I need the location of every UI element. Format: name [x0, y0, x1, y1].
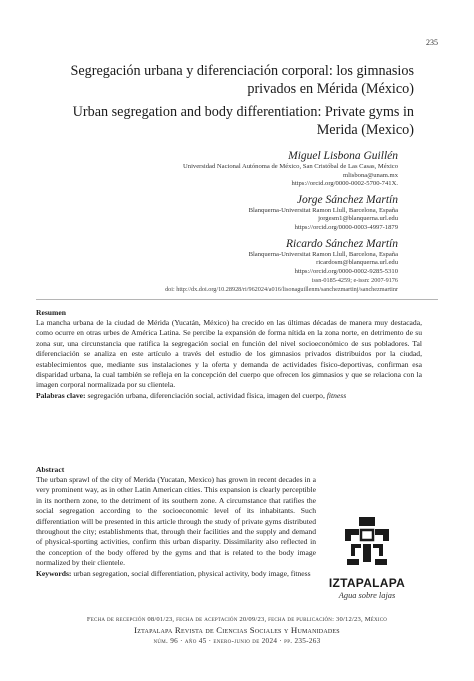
- abstract-section: [36, 465, 316, 579]
- author-block: [98, 194, 398, 233]
- resumen-text: La mancha urbana de la ciudad de Mérida (Yucatán, México) ha crecido en las últimas décadas de manera muy destacada, como ocurre en otras urbes de América Latina. Se percibe la expansión de forma nítida en la zona norte, en detrimento de su zona sur, una circunstancia que ratifica la segregación social en función del nivel socioeconómico de sus pobladores. Tal diferenciación se analiza en este artículo a través del estudio de los gimnasios privados distribuidos por la ciudad, establecimientos que, mediante sus instalaciones y la oferta y demanda de actividades físico-deportivas, confirman esa disparidad urbana, la cual también se refleja en la concepción del cuerpo que ofrecen los gimnasios y que se relaciona con la imagen corporal normalizada por su clientela.: [36, 318, 422, 390]
- author-block: [98, 238, 398, 277]
- abstract-text: The urban sprawl of the city of Merida (Yucatan, Mexico) has grown in recent decades in a very prominent way, as in other Latin American cities. This expansion is clearly perceptible in its northern zone, to the detriment of its southern zone. A circumstance that ratifies the social segregation according to the socioeconomic level of its inhabitants. Such differentiation will be presented in this article through the study of private gyms distributed throughout the city; establishments that, through their facilities and the supply and demand of physical-sporting activities, confirm this urban disparity. Dissimilarity also reflected in the conception of the body offered by the gyms and that is related to the body image normalized by their clientele.: [36, 475, 316, 568]
- iztapalapa-glyph-icon: [337, 515, 397, 569]
- author-orcid[interactable]: https://orcid.org/0000-0002-9285-5310: [294, 267, 398, 275]
- page-number: 235: [426, 38, 438, 47]
- author-orcid[interactable]: https://orcid.org/0000-0003-4997-1879: [294, 223, 398, 231]
- resumen-heading: Resumen: [36, 308, 66, 317]
- doi-link[interactable]: doi: http://dx.doi.org/10.28928/ri/962024/a016/lisonaguillenm/sanchezmartinj/sanchezmartinr: [165, 285, 398, 293]
- author-list: [98, 150, 398, 281]
- abstract-keywords: [36, 569, 316, 579]
- author-email[interactable]: ricardosm@blanquerna.url.edu: [316, 259, 398, 267]
- title-spanish: Segregación urbana y diferenciación corporal: los gimnasios privados en Mérida (México): [70, 63, 414, 97]
- author-name: Jorge Sánchez Martín: [296, 193, 398, 206]
- logo-tagline: Agua sobre lajas: [338, 591, 396, 600]
- issn-line: issn-0185-4259; e-issn: 2007-9176: [311, 277, 398, 284]
- page-footer: [36, 615, 438, 646]
- logo-name: IZTAPALAPA: [328, 576, 406, 590]
- resumen-keywords: [36, 391, 422, 401]
- author-block: [98, 150, 398, 189]
- author-name: Ricardo Sánchez Martín: [285, 237, 398, 250]
- title-english: Urban segregation and body differentiation: Private gyms in Merida (Mexico): [72, 104, 414, 138]
- identifiers: [18, 277, 398, 294]
- author-affiliation: Universidad Nacional Autónoma de México, San Cristóbal de Las Casas, México: [183, 163, 398, 170]
- title-block: [60, 62, 414, 139]
- keywords-italic: fitness: [326, 390, 347, 400]
- footer-journal: Iztapalapa Revista de Ciencias Sociales y Humanidades: [134, 625, 340, 635]
- abstract-heading: Abstract: [36, 465, 65, 474]
- footer-issue: núm. 96 · año 45 · enero-junio de 2024 · pp. 235-263: [153, 637, 321, 645]
- footer-dates: Fecha de recepción 08/01/23, fecha de aceptación 20/09/23, fecha de publicación: 30/12/23, México: [86, 616, 388, 623]
- resumen-section: [36, 308, 422, 401]
- author-email[interactable]: jorgesm1@blanquerna.url.edu: [318, 215, 398, 223]
- author-affiliation: Blanquerna-Universitat Ramon Llull, Barcelona, España: [248, 250, 398, 258]
- keywords-label: Palabras clave:: [36, 390, 86, 400]
- author-affiliation: Blanquerna-Universitat Ramon Llull, Barcelona, España: [248, 206, 398, 214]
- keywords-list: segregación urbana, diferenciación social, actividad física, imagen del cuerpo,: [87, 390, 325, 400]
- divider: [36, 299, 438, 300]
- author-orcid[interactable]: https://orcid.org/0000-0002-5700-741X.: [291, 180, 398, 188]
- author-email[interactable]: mlisbona@unam.mx: [343, 171, 398, 179]
- journal-logo: [320, 515, 414, 600]
- keywords-list: urban segregation, social differentiation, physical activity, body image, fitness: [73, 568, 311, 578]
- keywords-label: Keywords:: [36, 568, 72, 578]
- author-name: Miguel Lisbona Guillén: [288, 150, 398, 162]
